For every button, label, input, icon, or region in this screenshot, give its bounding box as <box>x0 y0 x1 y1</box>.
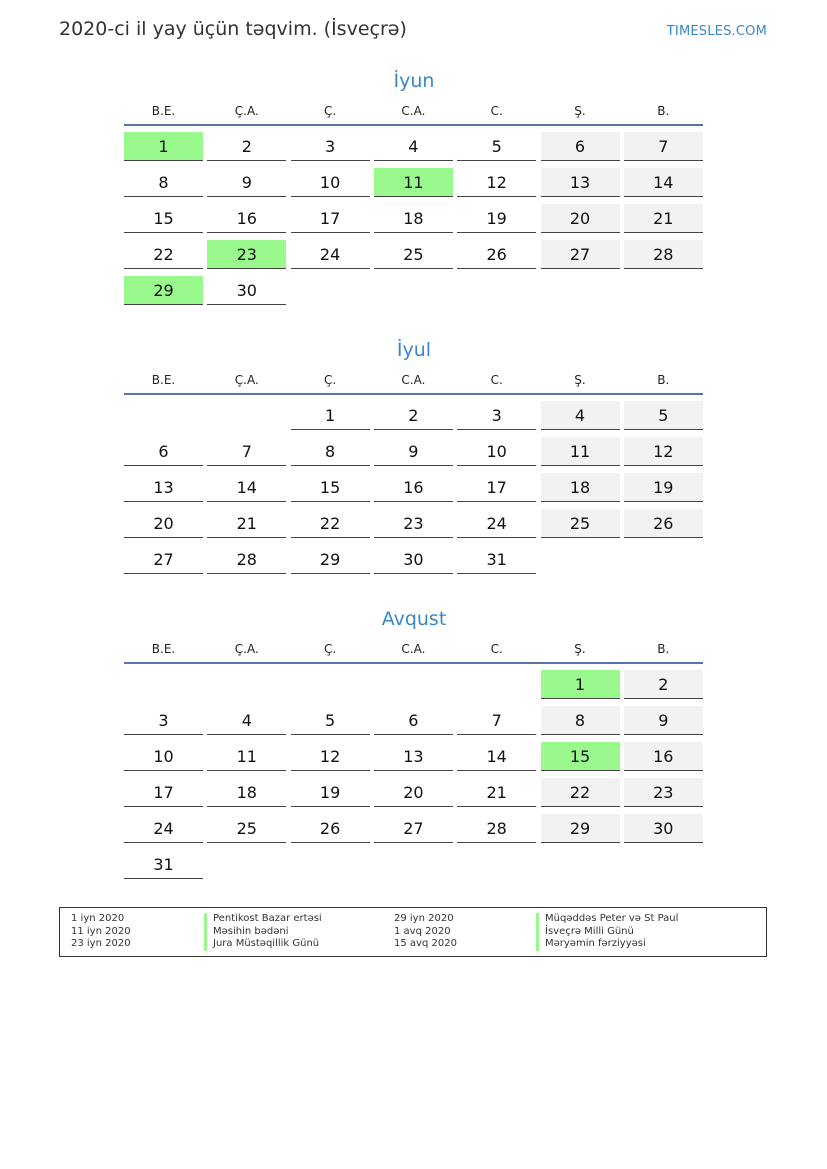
month-title: Avqust <box>381 608 447 630</box>
day-cell: 31 <box>457 545 536 574</box>
day-cell: 22 <box>124 240 203 269</box>
day-cell: 26 <box>457 240 536 269</box>
weekday-header <box>124 373 704 393</box>
day-cell: 24 <box>291 240 370 269</box>
weekday-label: Ç. <box>323 104 337 118</box>
day-cell-holiday: 15 <box>541 742 620 771</box>
day-cell: 25 <box>541 509 620 538</box>
day-cell: 10 <box>291 168 370 197</box>
weekday-header <box>124 642 704 662</box>
legend-date: 29 iyn 2020 <box>394 913 454 924</box>
weekday-label: Ş. <box>574 373 586 387</box>
day-cell-holiday: 29 <box>124 276 203 305</box>
weekday-label: C. <box>490 642 503 656</box>
day-cell: 30 <box>374 545 453 574</box>
day-cell: 26 <box>624 509 703 538</box>
day-cell-holiday: 1 <box>124 132 203 161</box>
day-cell: 23 <box>624 778 703 807</box>
day-cell: 2 <box>624 670 703 699</box>
day-cell: 31 <box>124 850 203 879</box>
weekday-label: B. <box>657 373 670 387</box>
weekday-label: C.A. <box>401 104 426 118</box>
day-cell: 15 <box>124 204 203 233</box>
holiday-legend <box>59 907 767 957</box>
day-cell: 11 <box>207 742 286 771</box>
day-cell: 18 <box>541 473 620 502</box>
day-cell-holiday: 11 <box>374 168 453 197</box>
header-rule <box>124 393 703 395</box>
site-link[interactable]: TIMESLES.COM <box>666 24 767 39</box>
weekday-label: C. <box>490 373 503 387</box>
day-cell: 14 <box>457 742 536 771</box>
weekday-label: C.A. <box>401 642 426 656</box>
header-rule <box>124 662 703 664</box>
day-cell: 9 <box>374 437 453 466</box>
day-cell: 17 <box>124 778 203 807</box>
day-cell: 5 <box>624 401 703 430</box>
day-cell: 12 <box>624 437 703 466</box>
day-cell-holiday: 1 <box>541 670 620 699</box>
day-cell: 27 <box>541 240 620 269</box>
day-cell: 12 <box>457 168 536 197</box>
day-cell: 22 <box>291 509 370 538</box>
day-cell: 12 <box>291 742 370 771</box>
day-cell: 14 <box>207 473 286 502</box>
day-cell: 9 <box>207 168 286 197</box>
day-cell: 19 <box>457 204 536 233</box>
day-cell: 25 <box>207 814 286 843</box>
day-cell: 14 <box>624 168 703 197</box>
day-cell: 28 <box>624 240 703 269</box>
weekday-label: B. <box>657 104 670 118</box>
day-cell: 13 <box>374 742 453 771</box>
legend-holiday-name: Pentikost Bazar ertəsi <box>204 913 322 926</box>
weekday-label: Ç. <box>323 642 337 656</box>
legend-names-right <box>536 913 678 951</box>
day-cell: 15 <box>291 473 370 502</box>
weekday-label: B. <box>657 642 670 656</box>
weekday-label: Ç.A. <box>234 104 259 118</box>
weekday-label: Ç.A. <box>234 642 259 656</box>
weekday-header <box>124 104 704 124</box>
day-cell: 17 <box>291 204 370 233</box>
day-cell: 21 <box>624 204 703 233</box>
legend-dates-left <box>71 913 131 951</box>
day-cell: 6 <box>374 706 453 735</box>
day-cell: 4 <box>541 401 620 430</box>
legend-date: 11 iyn 2020 <box>71 925 131 937</box>
weekday-label: B.E. <box>151 373 176 387</box>
weekday-label: B.E. <box>151 104 176 118</box>
day-cell: 3 <box>457 401 536 430</box>
day-cell: 19 <box>291 778 370 807</box>
day-cell: 21 <box>457 778 536 807</box>
page-title: 2020-ci il yay üçün təqvim. (İsveçrə) <box>59 18 407 40</box>
day-cell: 3 <box>124 706 203 735</box>
day-cell: 6 <box>124 437 203 466</box>
day-cell: 8 <box>291 437 370 466</box>
weekday-label: B.E. <box>151 642 176 656</box>
day-cell: 7 <box>457 706 536 735</box>
day-cell: 27 <box>124 545 203 574</box>
month-title: İyun <box>393 70 435 92</box>
legend-holiday-name: Məryəmin fərziyyəsi <box>536 938 678 951</box>
day-cell: 24 <box>124 814 203 843</box>
day-cell: 1 <box>291 401 370 430</box>
day-cell: 8 <box>124 168 203 197</box>
day-cell: 30 <box>207 276 286 305</box>
day-cell: 16 <box>624 742 703 771</box>
day-cell: 7 <box>207 437 286 466</box>
day-cell: 7 <box>624 132 703 161</box>
legend-date: 15 avq 2020 <box>394 938 457 949</box>
legend-date: 1 avq 2020 <box>394 925 451 937</box>
day-cell: 13 <box>124 473 203 502</box>
weekday-label: Ç. <box>323 373 337 387</box>
day-cell: 29 <box>291 545 370 574</box>
legend-names-left <box>204 913 322 951</box>
day-cell: 9 <box>624 706 703 735</box>
day-cell: 4 <box>207 706 286 735</box>
day-cell: 30 <box>624 814 703 843</box>
weekday-label: Ş. <box>574 104 586 118</box>
day-cell: 29 <box>541 814 620 843</box>
day-cell: 21 <box>207 509 286 538</box>
day-cell: 2 <box>374 401 453 430</box>
day-cell: 5 <box>291 706 370 735</box>
day-cell: 18 <box>207 778 286 807</box>
day-cell: 23 <box>374 509 453 538</box>
day-cell: 5 <box>457 132 536 161</box>
weekday-label: Ş. <box>574 642 586 656</box>
day-cell: 27 <box>374 814 453 843</box>
header-rule <box>124 124 703 126</box>
day-cell: 10 <box>124 742 203 771</box>
legend-date: 23 iyn 2020 <box>71 938 131 949</box>
day-cell: 6 <box>541 132 620 161</box>
weekday-label: C. <box>490 104 503 118</box>
day-cell: 18 <box>374 204 453 233</box>
day-cell: 13 <box>541 168 620 197</box>
day-cell: 25 <box>374 240 453 269</box>
day-cell: 17 <box>457 473 536 502</box>
legend-dates-right <box>394 913 457 951</box>
day-cell: 28 <box>207 545 286 574</box>
day-cell: 8 <box>541 706 620 735</box>
day-cell: 24 <box>457 509 536 538</box>
legend-holiday-name: İsveçrə Milli Günü <box>536 926 678 939</box>
legend-holiday-name: Jura Müstəqillik Günü <box>204 938 322 951</box>
legend-holiday-name: Məsihin bədəni <box>204 926 322 939</box>
day-cell: 3 <box>291 132 370 161</box>
legend-holiday-name: Müqəddəs Peter və St Paul <box>536 913 678 926</box>
day-cell: 20 <box>374 778 453 807</box>
day-cell: 20 <box>541 204 620 233</box>
day-cell-holiday: 23 <box>207 240 286 269</box>
day-cell: 2 <box>207 132 286 161</box>
legend-date: 1 iyn 2020 <box>71 913 125 924</box>
day-cell: 4 <box>374 132 453 161</box>
day-cell: 10 <box>457 437 536 466</box>
day-cell: 16 <box>374 473 453 502</box>
day-cell: 26 <box>291 814 370 843</box>
day-cell: 20 <box>124 509 203 538</box>
month-title: İyul <box>396 339 432 361</box>
day-cell: 22 <box>541 778 620 807</box>
weekday-label: Ç.A. <box>234 373 259 387</box>
weekday-label: C.A. <box>401 373 426 387</box>
day-cell: 16 <box>207 204 286 233</box>
day-cell: 11 <box>541 437 620 466</box>
day-cell: 28 <box>457 814 536 843</box>
day-cell: 19 <box>624 473 703 502</box>
